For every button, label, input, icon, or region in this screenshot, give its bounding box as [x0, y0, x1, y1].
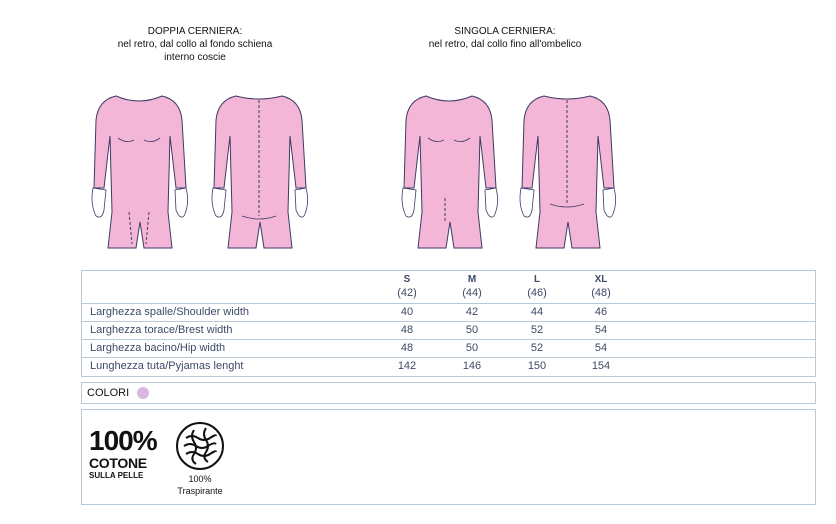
table-cell: 52: [530, 324, 544, 336]
cotton-percent: 100%: [89, 425, 157, 456]
table-cell: 52: [530, 342, 544, 354]
table-cell: 54: [594, 342, 608, 354]
cotton-subtitle: SULLA PELLE: [89, 471, 144, 480]
table-cell: 54: [594, 324, 608, 336]
size-header-xl-eu: (48): [591, 287, 611, 299]
table-cell: 42: [465, 306, 479, 318]
colors-section: [81, 382, 816, 404]
size-header-l: L: [533, 274, 541, 285]
table-cell: 150: [527, 360, 547, 372]
colors-label: COLORI: [87, 387, 130, 399]
size-header-m-eu: (44): [462, 287, 482, 299]
single-zip-front-figure: [394, 92, 504, 252]
color-swatch-lilac[interactable]: [137, 387, 149, 399]
size-header-s-eu: (42): [397, 287, 417, 299]
single-zip-caption: [400, 25, 610, 51]
caption-line: nel retro, dal collo al fondo schiena: [117, 39, 273, 50]
features-section: [81, 409, 816, 505]
table-cell: 146: [462, 360, 482, 372]
table-cell: 44: [530, 306, 544, 318]
size-table: [81, 270, 816, 377]
single-zip-back-figure: [512, 92, 622, 252]
double-zip-back-figure: [204, 92, 314, 252]
table-cell: 48: [400, 342, 414, 354]
double-zip-front-figure: [84, 92, 194, 252]
table-cell: 50: [465, 324, 479, 336]
breathable-icon: [174, 420, 226, 472]
table-cell: 40: [400, 306, 414, 318]
table-cell: 154: [591, 360, 611, 372]
row-label-length: Lunghezza tuta/Pyjamas lenght: [90, 360, 244, 372]
row-divider: [82, 357, 815, 358]
caption-line: interno coscie: [164, 52, 226, 63]
size-header-s: S: [403, 274, 411, 285]
size-header-l-eu: (46): [527, 287, 547, 299]
row-divider: [82, 321, 815, 322]
caption-line: SINGOLA CERNIERA:: [454, 26, 556, 37]
size-header-xl: XL: [594, 274, 608, 285]
row-divider: [82, 339, 815, 340]
breathable-percent: 100%: [188, 474, 212, 484]
row-label-shoulder: Larghezza spalle/Shoulder width: [90, 306, 249, 318]
table-cell: 48: [400, 324, 414, 336]
breathable-label: Traspirante: [177, 486, 223, 496]
header-divider: [82, 303, 815, 304]
size-header-m: M: [467, 274, 477, 285]
double-zip-caption: [90, 25, 300, 64]
caption-line: DOPPIA CERNIERA:: [147, 26, 243, 37]
table-cell: 46: [594, 306, 608, 318]
row-label-hip: Larghezza bacino/Hip width: [90, 342, 226, 354]
table-cell: 142: [397, 360, 417, 372]
cotton-word: COTONE: [89, 455, 147, 471]
row-label-chest: Larghezza torace/Brest width: [90, 324, 233, 336]
table-cell: 50: [465, 342, 479, 354]
caption-line: nel retro, dal collo fino all'ombelico: [428, 39, 582, 50]
